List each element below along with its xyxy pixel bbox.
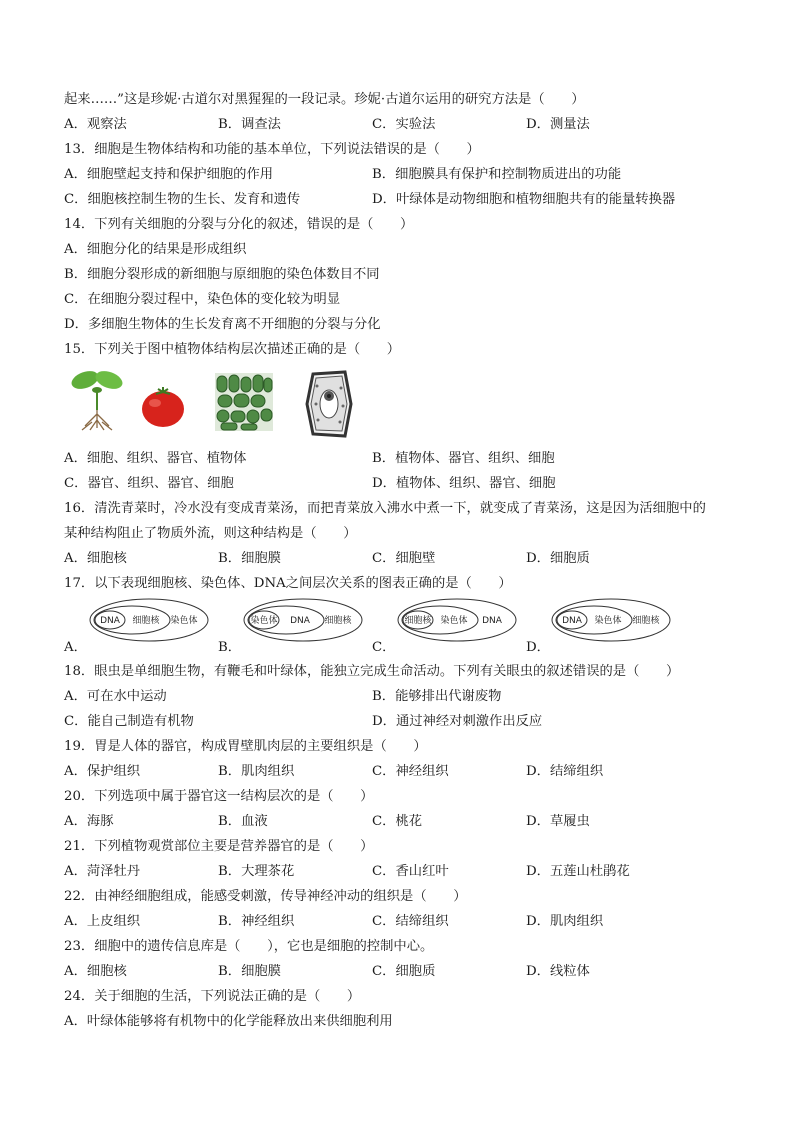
q17-option-d[interactable]: D． — [526, 640, 550, 655]
q20-option-a[interactable]: A．海豚 — [64, 814, 114, 829]
q21-option-a[interactable]: A．菏泽牡丹 — [64, 864, 141, 879]
q19-stem: 19．胃是人体的器官，构成胃壁肌肉层的主要组织是（ ） — [64, 739, 427, 754]
q15-option-a[interactable]: A．细胞、组织、器官、植物体 — [64, 451, 247, 466]
q15-stem: 15．下列关于图中植物体结构层次描述正确的是（ ） — [64, 342, 401, 357]
q22-stem: 22．由神经细胞组成，能感受刺激，传导神经冲动的组织是（ ） — [64, 889, 467, 904]
q24-option-a[interactable]: A．叶绿体能够将有机物中的化学能释放出来供细胞利用 — [64, 1014, 393, 1029]
venn-d-outer-label: 细胞核 — [632, 616, 660, 626]
q23-option-b[interactable]: B．细胞膜 — [218, 964, 281, 979]
q16-option-a[interactable]: A．细胞核 — [64, 551, 127, 566]
q18-option-c[interactable]: C．能自己制造有机物 — [64, 714, 194, 729]
venn-c-middle-label: 染色体 — [440, 616, 468, 626]
q21-option-b[interactable]: B．大理茶花 — [218, 864, 295, 879]
q16-stem-line2: 某种结构阻止了物质外流，则这种结构是（ ） — [64, 526, 357, 541]
venn-c-outer-label: DNA — [482, 616, 502, 626]
q22-option-b[interactable]: B．神经组织 — [218, 914, 295, 929]
q22-option-c[interactable]: C．结缔组织 — [372, 914, 449, 929]
q17-option-b[interactable]: B． — [218, 640, 242, 655]
q14-option-a[interactable]: A．细胞分化的结果是形成组织 — [64, 242, 247, 257]
venn-a-inner-label: DNA — [100, 616, 120, 626]
q12-stem: 起来……”这是珍妮·古道尔对黑猩猩的一段记录。珍妮·古道尔运用的研究方法是（ ） — [64, 92, 585, 107]
q20-option-d[interactable]: D．草履虫 — [526, 814, 590, 829]
q13-option-c[interactable]: C．细胞核控制生物的生长、发育和遗传 — [64, 192, 301, 207]
q17-option-a[interactable]: A． — [64, 640, 87, 655]
venn-d-inner-label: DNA — [562, 616, 582, 626]
q20-option-c[interactable]: C．桃花 — [372, 814, 423, 829]
venn-diagram-c — [396, 597, 518, 643]
q23-option-c[interactable]: C．细胞质 — [372, 964, 436, 979]
q16-stem-line1: 16．清洗青菜时，冷水没有变成青菜汤，而把青菜放入沸水中煮一下，就变成了青菜汤，这是因为活细胞中的 — [64, 501, 706, 516]
q18-option-d[interactable]: D．通过神经对刺激作出反应 — [372, 714, 543, 729]
q16-option-b[interactable]: B．细胞膜 — [218, 551, 281, 566]
q16-option-c[interactable]: C．细胞壁 — [372, 551, 436, 566]
q16-option-d[interactable]: D．细胞质 — [526, 551, 590, 566]
q22-option-a[interactable]: A．上皮组织 — [64, 914, 141, 929]
venn-b-outer-label: 细胞核 — [324, 616, 352, 626]
venn-b-middle-label: DNA — [290, 616, 310, 626]
q12-option-b[interactable]: B．调查法 — [218, 117, 281, 132]
plant-cell-image — [305, 370, 353, 438]
q13-stem: 13．细胞是生物体结构和功能的基本单位，下列说法错误的是（ ） — [64, 142, 480, 157]
seedling-plant-image — [70, 366, 124, 432]
q21-option-c[interactable]: C．香山红叶 — [372, 864, 449, 879]
venn-diagram-d — [550, 597, 672, 643]
q18-stem: 18．眼虫是单细胞生物，有鞭毛和叶绿体，能独立完成生命活动。下列有关眼虫的叙述错误的是（ ） — [64, 664, 680, 679]
venn-c-inner-label: 细胞核 — [404, 616, 432, 626]
venn-a-outer-label: 染色体 — [170, 616, 198, 626]
q14-option-b[interactable]: B．细胞分裂形成的新细胞与原细胞的染色体数目不同 — [64, 267, 380, 282]
q24-stem: 24．关于细胞的生活，下列说法正确的是（ ） — [64, 989, 361, 1004]
q22-option-d[interactable]: D．肌肉组织 — [526, 914, 604, 929]
q18-option-a[interactable]: A．可在水中运动 — [64, 689, 167, 704]
tomato-fruit-image — [140, 386, 186, 428]
q19-option-b[interactable]: B．肌肉组织 — [218, 764, 295, 779]
q13-option-a[interactable]: A．细胞壁起支持和保护细胞的作用 — [64, 167, 274, 182]
q19-option-d[interactable]: D．结缔组织 — [526, 764, 604, 779]
venn-b-inner-label: 染色体 — [250, 616, 278, 626]
venn-diagram-b — [242, 597, 364, 643]
q23-option-a[interactable]: A．细胞核 — [64, 964, 127, 979]
q20-option-b[interactable]: B．血液 — [218, 814, 268, 829]
q19-option-c[interactable]: C．神经组织 — [372, 764, 449, 779]
tissue-cells-image — [215, 373, 273, 431]
q13-option-b[interactable]: B．细胞膜具有保护和控制物质进出的功能 — [372, 167, 622, 182]
q21-stem: 21．下列植物观赏部位主要是营养器官的是（ ） — [64, 839, 374, 854]
q12-option-a[interactable]: A．观察法 — [64, 117, 127, 132]
venn-a-middle-label: 细胞核 — [132, 616, 160, 626]
venn-diagram-a — [88, 597, 210, 643]
q14-stem: 14．下列有关细胞的分裂与分化的叙述，错误的是（ ） — [64, 217, 414, 232]
q12-option-d[interactable]: D．测量法 — [526, 117, 590, 132]
q23-option-d[interactable]: D．线粒体 — [526, 964, 590, 979]
q20-stem: 20．下列选项中属于器官这一结构层次的是（ ） — [64, 789, 374, 804]
q14-option-c[interactable]: C．在细胞分裂过程中，染色体的变化较为明显 — [64, 292, 341, 307]
q19-option-a[interactable]: A．保护组织 — [64, 764, 141, 779]
q13-option-d[interactable]: D．叶绿体是动物细胞和植物细胞共有的能量转换器 — [372, 192, 676, 207]
q12-option-c[interactable]: C．实验法 — [372, 117, 436, 132]
q14-option-d[interactable]: D．多细胞生物体的生长发育离不开细胞的分裂与分化 — [64, 317, 381, 332]
venn-d-middle-label: 染色体 — [594, 616, 622, 626]
q15-option-c[interactable]: C．器官、组织、器官、细胞 — [64, 476, 234, 491]
q15-option-d[interactable]: D．植物体、组织、器官、细胞 — [372, 476, 556, 491]
q21-option-d[interactable]: D．五莲山杜鹃花 — [526, 864, 630, 879]
q18-option-b[interactable]: B．能够排出代谢废物 — [372, 689, 502, 704]
q15-option-b[interactable]: B．植物体、器官、组织、细胞 — [372, 451, 555, 466]
q23-stem: 23．细胞中的遗传信息库是（ ），它也是细胞的控制中心。 — [64, 939, 434, 954]
q17-option-c[interactable]: C． — [372, 640, 396, 655]
q17-stem: 17．以下表现细胞核、染色体、DNA之间层次关系的图表正确的是（ ） — [64, 576, 512, 591]
